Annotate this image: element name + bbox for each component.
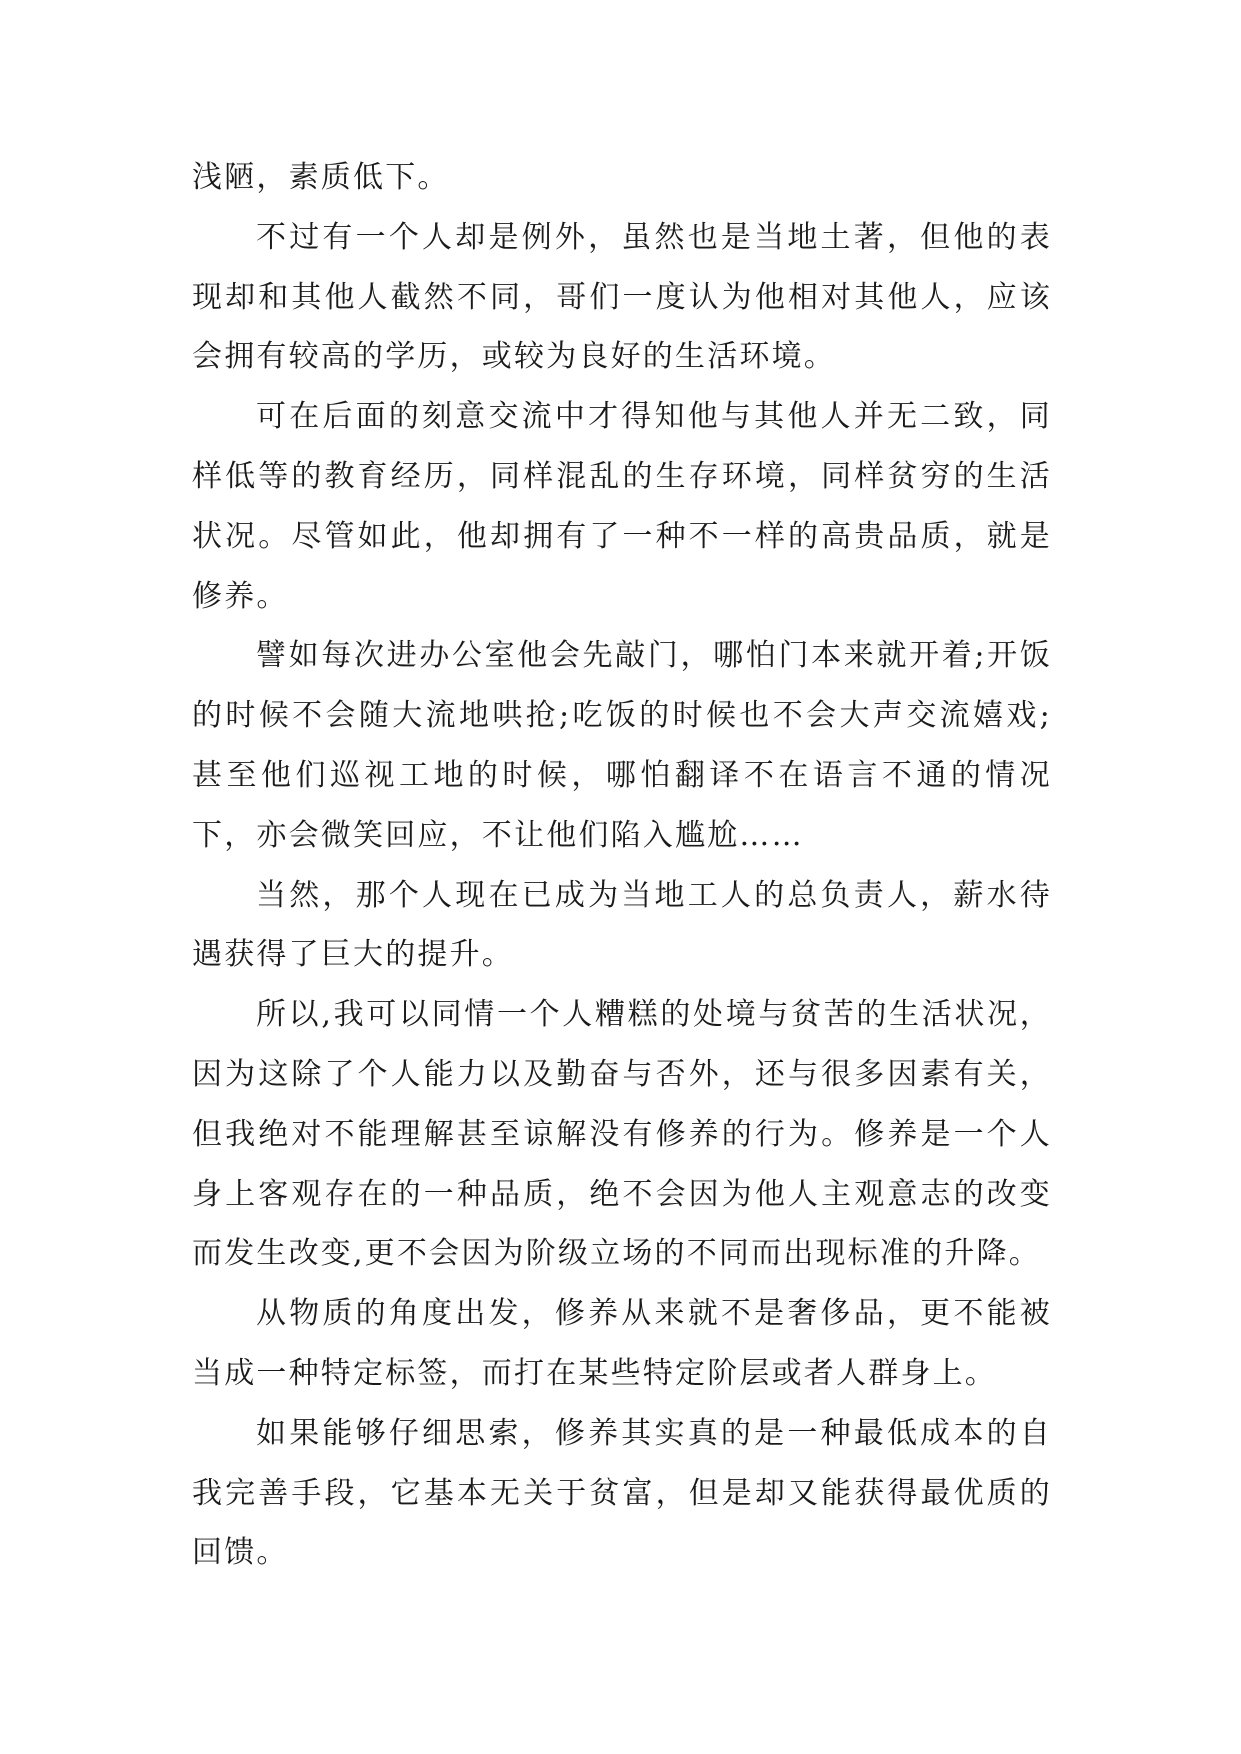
paragraph: 当然，那个人现在已成为当地工人的总负责人，薪水待遇获得了巨大的提升。 xyxy=(192,877,1052,973)
paragraph: 从物质的角度出发，修养从来就不是奢侈品，更不能被当成一种特定标签，而打在某些特定阶层或者人群身上。 xyxy=(192,1296,1052,1391)
paragraph: 可在后面的刻意交流中才得知他与其他人并无二致，同样低等的教育经历，同样混乱的生存环境，同样贫穷的生活状况。尽管如此，他却拥有了一种不一样的高贵品质，就是修养。 xyxy=(192,399,1052,614)
paragraph: 所以,我可以同情一个人糟糕的处境与贫苦的生活状况，因为这除了个人能力以及勤奋与否外，还与很多因素有关，但我绝对不能理解甚至谅解没有修养的行为。修养是一个人身上客观存在的一种品质，绝不会因为他人主观意志的改变而发生改变,更不会因为阶级立场的不同而出现标准的升降。 xyxy=(192,997,1052,1272)
paragraph: 不过有一个人却是例外，虽然也是当地土著，但他的表现却和其他人截然不同，哥们一度认为他相对其他人，应该会拥有较高的学历，或较为良好的生活环境。 xyxy=(192,219,1052,375)
paragraph: 譬如每次进办公室他会先敲门，哪怕门本来就开着;开饭的时候不会随大流地哄抢;吃饭的时候也不会大声交流嬉戏;甚至他们巡视工地的时候，哪怕翻译不在语言不通的情况下，亦会微笑回应，不让他们陷入尴尬…… xyxy=(192,638,1052,853)
paragraph-continuation: 浅陋，素质低下。 xyxy=(192,160,450,195)
paragraph: 如果能够仔细思索，修养其实真的是一种最低成本的自我完善手段，它基本无关于贫富，但是却又能获得最优质的回馈。 xyxy=(192,1415,1052,1571)
document-body xyxy=(192,148,1052,1583)
